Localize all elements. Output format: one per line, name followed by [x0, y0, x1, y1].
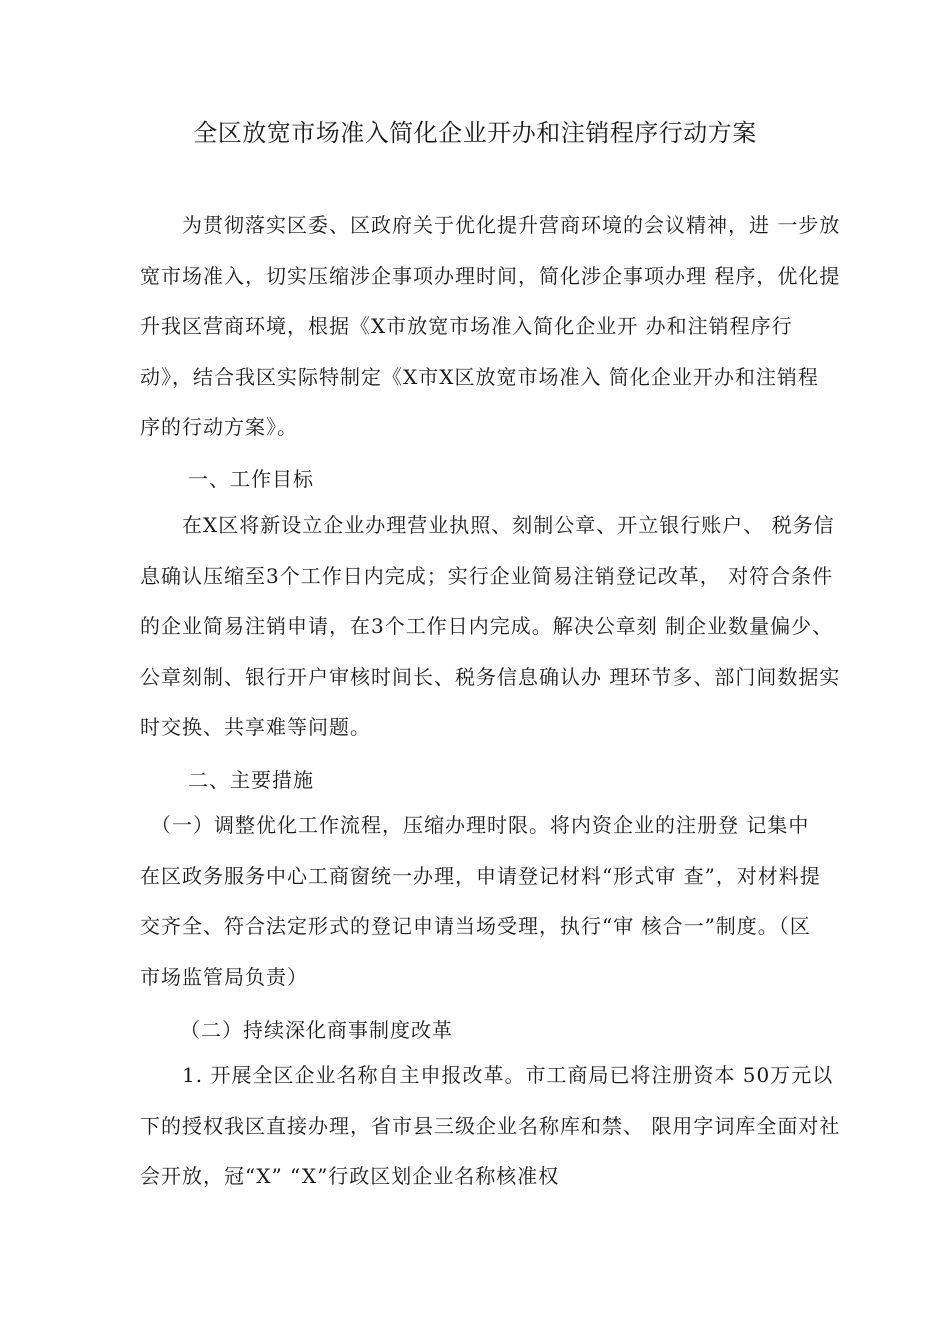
section-heading-goals: 一、工作目标	[188, 467, 314, 491]
item1-line: 下的授权我区直接办理，省市县三级企业名称库和禁、 限用字词库全面对社	[140, 1113, 841, 1138]
measure1-line: 交齐全、符合法定形式的登记申请当场受理，执行“审 核合一”制度。（区	[140, 914, 811, 938]
measure1-line: 在区政务服务中心工商窗统一办理，申请登记材料“形式审 查”，对材料提	[140, 863, 821, 888]
document-title: 全区放宽市场准入简化企业开办和注销程序行动方案	[193, 119, 757, 147]
subsection-heading-reform: （二）持续深化商事制度改革	[180, 1018, 453, 1042]
item1-line: 会开放，冠“X” “X”行政区划企业名称核准权	[140, 1164, 560, 1188]
intro-line: 宽市场准入，切实压缩涉企事项办理时间，简化涉企事项办理 程序，优化提	[140, 263, 841, 288]
measure1-paragraph	[140, 800, 830, 1002]
intro-line: 为贯彻落实区委、区政府关于优化提升营商环境的会议精神，进 一步放	[140, 213, 841, 237]
measure1-line: 市场监管局负责）	[140, 964, 308, 989]
intro-paragraph	[140, 200, 841, 453]
intro-line: 动》，结合我区实际特制定《X市X区放宽市场准入 简化企业开办和注销程	[140, 364, 819, 389]
intro-line: 序的行动方案》。	[140, 415, 298, 439]
item1-paragraph	[140, 1050, 841, 1202]
intro-line: 升我区营商环境，根据《X市放宽市场准入简化企业开 办和注销程序行	[140, 314, 793, 338]
goals-line: 息确认压缩至3个工作日内完成；实行企业简易注销登记改革， 对符合条件	[140, 563, 834, 588]
item1-line: 1. 开展全区企业名称自主申报改革。市工商局已将注册资本 50万元以	[140, 1063, 834, 1087]
goals-line: 在X区将新设立企业办理营业执照、刻制公章、开立银行账户、 税务信	[140, 513, 835, 537]
goals-line: 公章刻制、银行开户审核时间长、税务信息确认办 理环节多、部门间数据实	[140, 664, 841, 689]
goals-paragraph	[140, 500, 841, 753]
section-heading-measures: 二、主要措施	[188, 768, 314, 792]
goals-line: 时交换、共享难等问题。	[140, 715, 371, 739]
goals-line: 的企业简易注销申请，在3个工作日内完成。解决公章刻 制企业数量偏少、	[140, 614, 834, 638]
measure1-line: （一）调整优化工作流程，压缩办理时限。将内资企业的注册登 记集中	[140, 813, 810, 837]
